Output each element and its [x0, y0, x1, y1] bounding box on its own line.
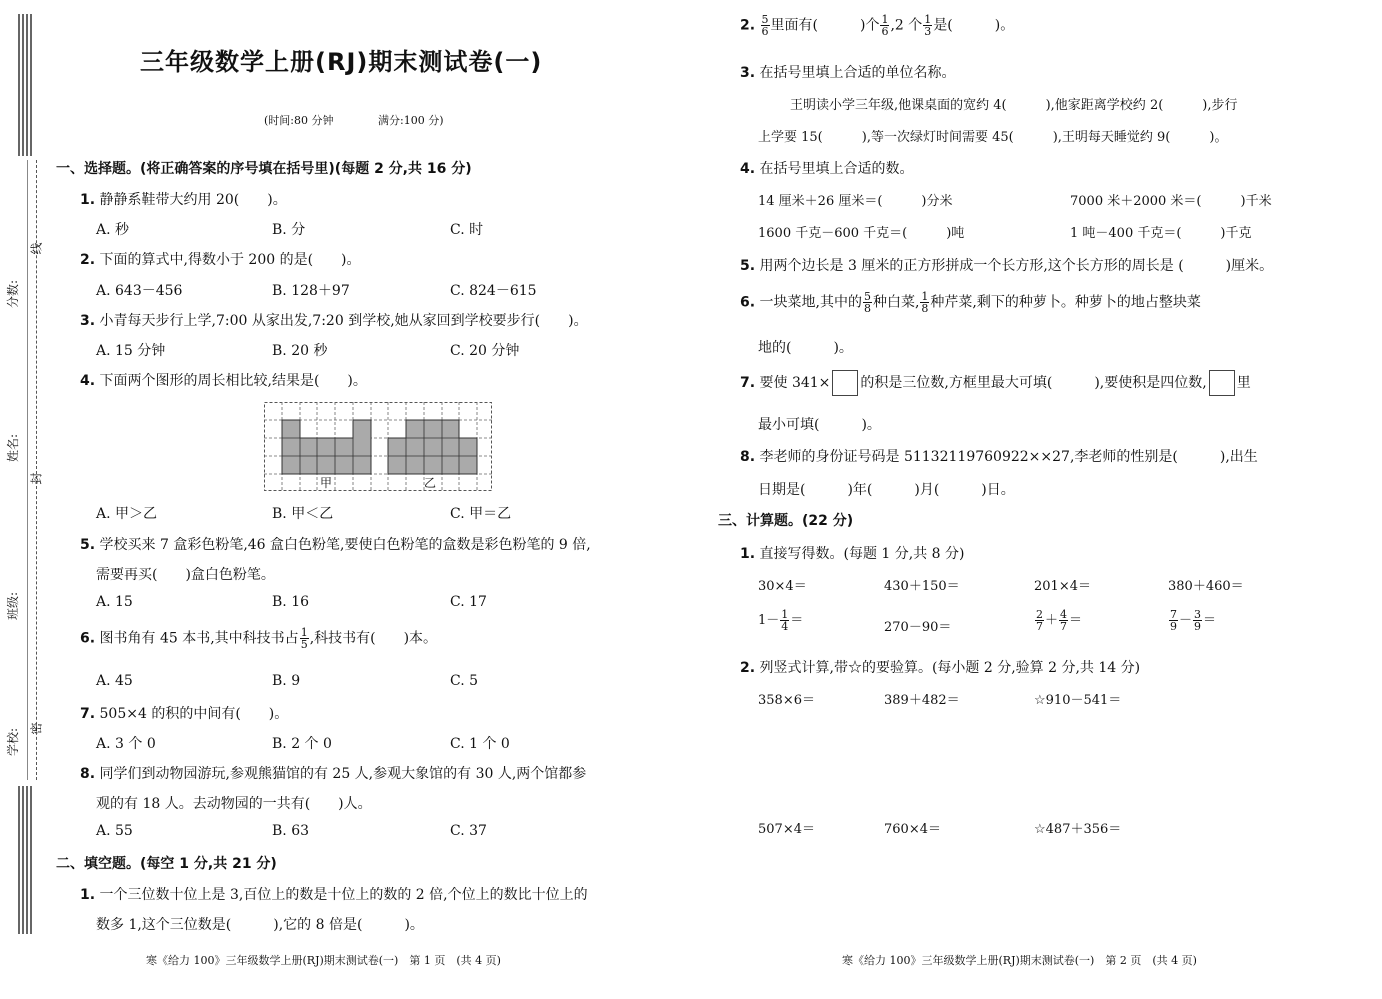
question-text: 一块菜地,其中的: [759, 294, 862, 311]
question-text: 是( )。: [933, 17, 1015, 34]
fraction-numerator: 3: [1194, 608, 1202, 621]
calc-item: 358×6＝: [758, 693, 815, 708]
fraction-numerator: 1: [781, 608, 789, 621]
option-a: A. 3 个 0: [96, 736, 156, 752]
fraction-denominator: 6: [881, 25, 889, 38]
question-text: 李老师的身份证号码是 51132119760922××27,李老师的性别是( ),出生: [759, 449, 1258, 465]
conversion-1: 14 厘米＋26 厘米＝( )分米: [758, 194, 953, 209]
calc-text: 1－: [758, 613, 780, 628]
fraction-denominator: 7: [1036, 620, 1043, 633]
question-text: 里: [1236, 375, 1251, 391]
answer-box[interactable]: [1209, 370, 1235, 396]
question-text-cont: 观的有 18 人。去动物园的一共有( )人。: [96, 796, 372, 812]
question: [80, 534, 591, 554]
conversion-4: 1 吨－400 千克＝( )千克: [1070, 226, 1252, 241]
question-text-cont: 上学要 15( ),等一次绿灯时间需要 45( ),王明每天睡觉约 9( )。: [758, 130, 1228, 145]
fraction-denominator: 9: [1194, 620, 1202, 633]
fraction-numerator: 4: [1060, 608, 1068, 621]
calc-item: 201×4＝: [1034, 579, 1091, 594]
question-text-cont: 最小可填( )。: [758, 417, 881, 433]
question-text: 的积是三位数,方框里最大可填( ),要使积是四位数,: [860, 375, 1207, 391]
question-text: 用两个边长是 3 厘米的正方形拼成一个长方形,这个长方形的周长是 ( )厘米。: [759, 258, 1274, 274]
fraction-denominator: 7: [1060, 620, 1068, 633]
question: [80, 189, 287, 209]
calc-item: [758, 609, 803, 632]
question-number: 1.: [80, 887, 96, 903]
question-number: 8.: [740, 449, 756, 465]
option-c: C. 20 分钟: [450, 343, 520, 359]
option-a: A. 15 分钟: [96, 343, 166, 359]
question-number: 6.: [740, 294, 756, 311]
option-a: A. 643－456: [96, 283, 183, 299]
question-text: 里面有( )个: [770, 17, 880, 34]
fraction: [300, 627, 309, 650]
question: [80, 370, 367, 390]
option-b: B. 128＋97: [272, 283, 350, 299]
figure-label-yi: 乙: [424, 476, 437, 490]
calc-item: [1034, 609, 1082, 632]
question-number: 2.: [740, 17, 756, 34]
question-text: ,2 个: [890, 17, 923, 34]
question-text: 505×4 的积的中间有( )。: [99, 706, 289, 722]
fraction: [920, 291, 929, 314]
name-label: 姓名:: [6, 433, 20, 462]
fraction-denominator: 4: [781, 620, 789, 633]
fraction: [923, 14, 932, 37]
option-b: B. 2 个 0: [272, 736, 332, 752]
question: [740, 291, 1201, 314]
question: [740, 255, 1273, 275]
option-c: C. 17: [450, 594, 487, 610]
question-number: 2.: [740, 660, 756, 676]
question-text: 下面的算式中,得数小于 200 的是( )。: [99, 252, 361, 268]
question-text-cont: 需要再买( )盒白色粉笔。: [96, 567, 275, 583]
class-label: 班级:: [6, 591, 20, 620]
question: [740, 446, 1258, 466]
grid-figure-svg: [264, 402, 492, 492]
conversion-2: 7000 米＋2000 米＝( )千米: [1070, 194, 1272, 209]
option-b: B. 9: [272, 673, 301, 689]
fraction: [1169, 609, 1178, 632]
calc-text: ＝: [1069, 613, 1083, 628]
calc-text: －: [1179, 613, 1193, 628]
section-3-heading: 三、计算题。(22 分): [718, 513, 854, 529]
question-number: 6.: [80, 630, 96, 647]
question-text: 一个三位数十位上是 3,百位上的数是十位上的数的 2 倍,个位上的数比十位上的: [99, 887, 588, 903]
option-c: C. 824－615: [450, 283, 537, 299]
question-text: ,科技书有( )本。: [309, 630, 438, 647]
option-b: B. 20 秒: [272, 343, 328, 359]
question-text: 静静系鞋带大约用 20( )。: [99, 192, 287, 208]
option-a: A. 甲＞乙: [96, 506, 158, 522]
question-text: 种芹菜,剩下的种萝卜。种萝卜的地占整块菜: [930, 294, 1201, 311]
footer-left: 寒《给力 100》三年级数学上册(RJ)期末测试卷(一) 第 1 页 (共 4 页): [146, 954, 501, 967]
question: [740, 158, 914, 178]
option-a: A. 55: [96, 823, 133, 839]
question: [740, 370, 1251, 396]
calc-item: ☆910－541＝: [1034, 693, 1122, 708]
option-b: B. 63: [272, 823, 310, 839]
question-number: 7.: [740, 375, 756, 391]
question-text: 小青每天步行上学,7:00 从家出发,7:20 到学校,她从家回到学校要步行( )。: [99, 313, 588, 329]
fraction-numerator: 5: [761, 13, 769, 26]
question-text: 要使 341×: [759, 375, 831, 391]
exam-time: (时间:80 分钟: [264, 114, 334, 127]
calc-item: 389＋482＝: [884, 693, 960, 708]
question-number: 5.: [80, 537, 96, 553]
school-label: 学校:: [6, 727, 20, 756]
question-number: 8.: [80, 766, 96, 782]
question-text: 在括号里填上合适的数。: [759, 161, 914, 177]
question-text: 直接写得数。(每题 1 分,共 8 分): [759, 546, 965, 562]
calc-item: [1168, 609, 1216, 632]
fraction-numerator: 1: [921, 290, 929, 303]
fraction-numerator: 2: [1036, 608, 1043, 621]
option-b: B. 甲＜乙: [272, 506, 334, 522]
calc-item: 430＋150＝: [884, 579, 960, 594]
question: [80, 310, 588, 330]
fraction-denominator: 8: [863, 302, 871, 315]
calc-item: ☆487＋356＝: [1034, 822, 1122, 837]
question-number: 5.: [740, 258, 756, 274]
question-number: 2.: [80, 252, 96, 268]
fraction-numerator: 1: [300, 626, 308, 639]
option-b: B. 16: [272, 594, 310, 610]
question-text: 学校买来 7 盒彩色粉笔,46 盒白色粉笔,要使白色粉笔的盒数是彩色粉笔的 9 倍,: [99, 537, 591, 553]
question-text-cont: 数多 1,这个三位数是( ),它的 8 倍是( )。: [96, 917, 424, 933]
binding-seal-char: 封: [29, 472, 44, 485]
option-a: A. 15: [96, 594, 133, 610]
option-c: C. 5: [450, 673, 479, 689]
question-text-cont: 地的( )。: [758, 340, 853, 356]
figure-label-jia: 甲: [320, 476, 333, 490]
binding-line-char: 线: [29, 242, 44, 255]
calc-item: 760×4＝: [884, 822, 941, 837]
option-c: C. 甲＝乙: [450, 506, 512, 522]
conversion-3: 1600 千克－600 千克＝( )吨: [758, 226, 965, 241]
fraction-denominator: 3: [924, 25, 932, 38]
question-number: 3.: [740, 65, 756, 81]
fraction-denominator: 9: [1170, 620, 1177, 633]
section-1-heading: 一、选择题。(将正确答案的序号填在括号里)(每题 2 分,共 16 分): [56, 161, 472, 177]
question: [80, 884, 588, 904]
option-c: C. 37: [450, 823, 487, 839]
page-title: 三年级数学上册(RJ)期末测试卷(一): [140, 48, 543, 76]
calc-text: ＝: [1203, 613, 1217, 628]
question-text: 同学们到动物园游玩,参观熊猫馆的有 25 人,参观大象馆的有 30 人,两个馆都参: [99, 766, 587, 782]
fraction: [1035, 609, 1044, 632]
calc-text: ＝: [790, 613, 804, 628]
fraction-numerator: 1: [924, 13, 932, 26]
question-text-cont: 日期是( )年( )月( )日。: [758, 482, 1015, 498]
question: [740, 62, 956, 82]
fraction-denominator: 6: [761, 25, 769, 38]
calc-item: 380＋460＝: [1168, 579, 1244, 594]
question-number: 1.: [740, 546, 756, 562]
question-text: 图书角有 45 本书,其中科技书占: [99, 630, 299, 647]
fraction-denominator: 8: [921, 302, 929, 315]
score-label: 分数:: [6, 279, 20, 308]
question: [80, 627, 437, 650]
fraction-numerator: 7: [1170, 608, 1177, 621]
option-c: C. 1 个 0: [450, 736, 510, 752]
exam-score: 满分:100 分): [378, 114, 444, 127]
option-a: A. 45: [96, 673, 133, 689]
fraction-numerator: 1: [881, 13, 889, 26]
calc-item: 30×4＝: [758, 579, 807, 594]
question-text: 列竖式计算,带☆的要验算。(每小题 2 分,验算 2 分,共 14 分): [759, 660, 1141, 676]
fraction: [863, 291, 872, 314]
fraction: [1059, 609, 1068, 632]
option-a: A. 秒: [96, 222, 130, 238]
question-number: 4.: [80, 373, 96, 389]
answer-box[interactable]: [832, 370, 858, 396]
question-text-cont: 王明读小学三年级,他课桌面的宽约 4( ),他家距离学校约 2( ),步行: [790, 98, 1238, 113]
question-number: 4.: [740, 161, 756, 177]
calc-item: 270－90＝: [884, 620, 952, 635]
question: [740, 14, 1014, 37]
fraction-denominator: 5: [300, 638, 308, 651]
question-text: 下面两个图形的周长相比较,结果是( )。: [99, 373, 367, 389]
binding-bar-bottom: [18, 786, 32, 934]
calc-text: ＋: [1045, 613, 1059, 628]
shape-jia: [282, 420, 371, 474]
question: [740, 543, 965, 563]
fraction: [880, 14, 889, 37]
question-text: 种白菜,: [872, 294, 920, 311]
question: [80, 703, 288, 723]
fraction: [780, 609, 789, 632]
binding-secret-char: 密: [29, 722, 44, 735]
question-number: 1.: [80, 192, 96, 208]
question-number: 7.: [80, 706, 96, 722]
option-c: C. 时: [450, 222, 484, 238]
option-b: B. 分: [272, 222, 306, 238]
fraction-numerator: 5: [863, 290, 871, 303]
question: [80, 249, 361, 269]
question-text: 在括号里填上合适的单位名称。: [759, 65, 956, 81]
question-number: 3.: [80, 313, 96, 329]
binding-bar-top: [18, 14, 32, 156]
question: [740, 657, 1140, 677]
fraction: [1193, 609, 1202, 632]
shape-yi: [388, 420, 477, 474]
footer-right: 寒《给力 100》三年级数学上册(RJ)期末测试卷(一) 第 2 页 (共 4 页): [842, 954, 1197, 967]
section-2-heading: 二、填空题。(每空 1 分,共 21 分): [56, 856, 277, 872]
question: [80, 763, 586, 783]
fraction: [761, 14, 770, 37]
calc-item: 507×4＝: [758, 822, 815, 837]
perimeter-figure: [264, 402, 492, 492]
